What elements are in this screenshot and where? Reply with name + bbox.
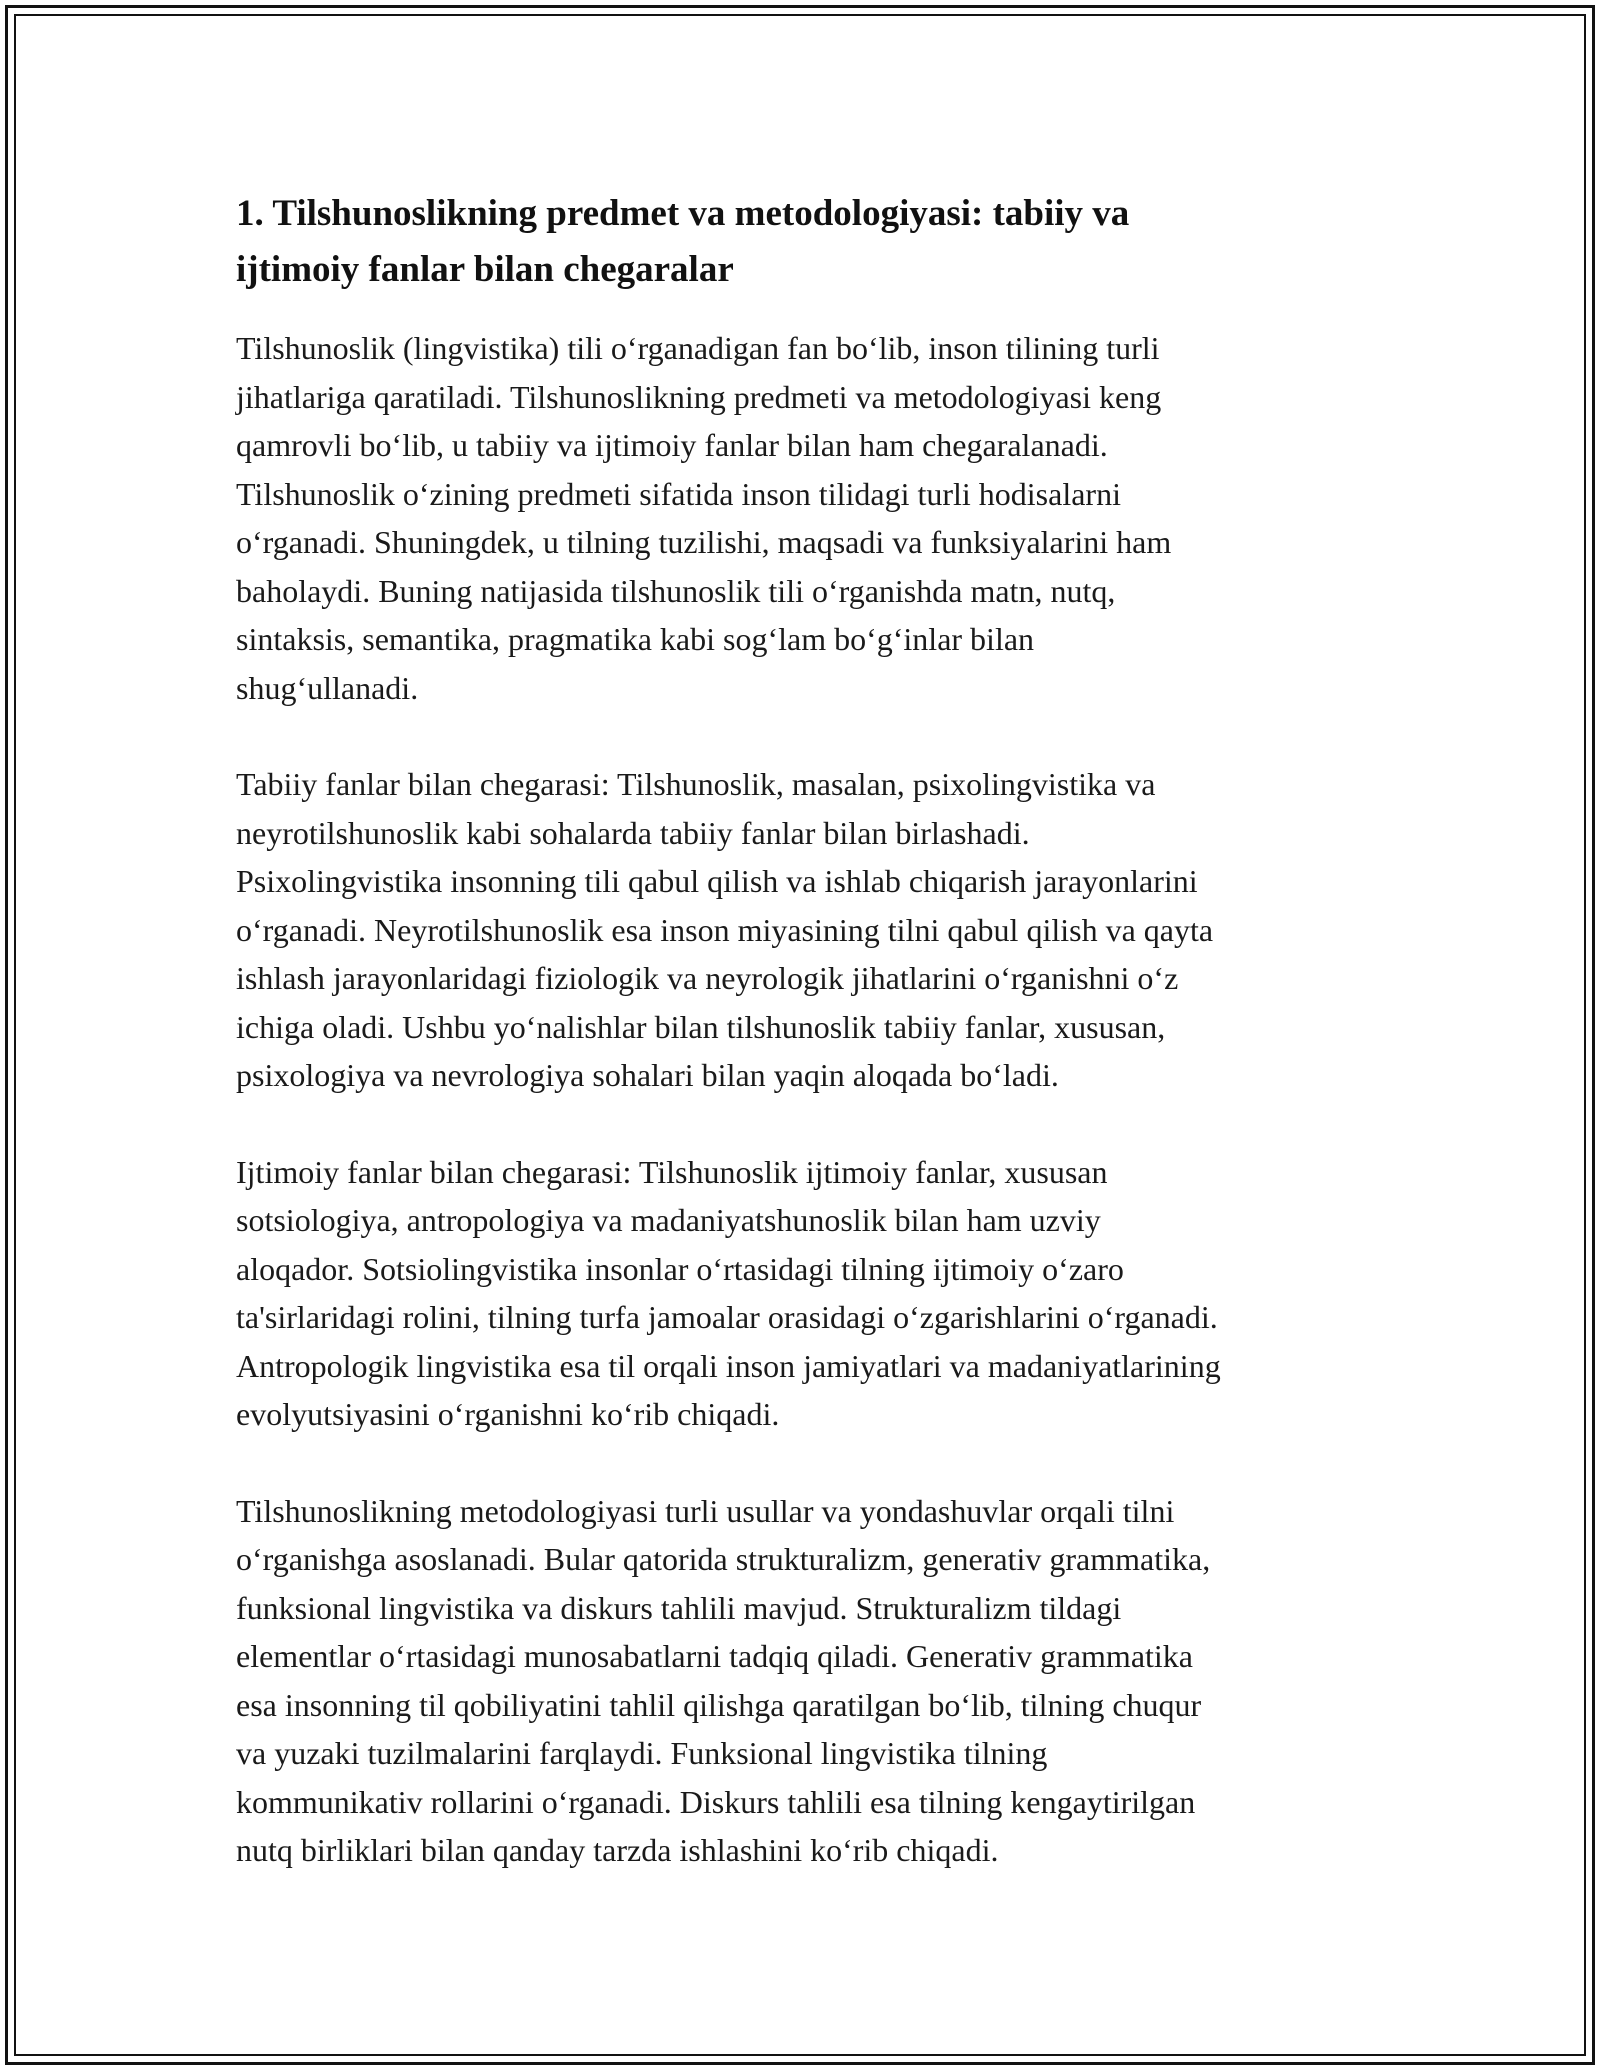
paragraph-social-sciences: [236, 1148, 1376, 1439]
text-line: evolyutsiyasini o‘rganishni ko‘rib chiqadi.: [236, 1396, 780, 1432]
heading-line: 1. Tilshunoslikning predmet va metodologiyasi: tabiiy va: [236, 193, 1130, 234]
text-line: esa insonning til qobiliyatini tahlil qilishga qaratilgan bo‘lib, tilning chuqur: [236, 1686, 1202, 1723]
text-line: Ijtimoiy fanlar bilan chegarasi: Tilshunoslik ijtimoiy fanlar, xususan: [236, 1153, 1108, 1190]
paragraph-natural-sciences: [236, 760, 1376, 1100]
text-line: o‘rganadi. Shuningdek, u tilning tuzilishi, maqsadi va funksiyalarini ham: [236, 524, 1172, 560]
text-line: Tabiiy fanlar bilan chegarasi: Tilshunoslik, masalan, psixolingvistika va: [236, 766, 1156, 802]
text-line: ta'sirlaridagi rolini, tilning turfa jamoalar orasidagi o‘zgarishlarini o‘rganadi.: [236, 1299, 1218, 1335]
text-line: neyrotilshunoslik kabi sohalarda tabiiy fanlar bilan birlashadi.: [236, 814, 1030, 851]
text-line: funksional lingvistika va diskurs tahlili mavjud. Strukturalizm tildagi: [236, 1589, 1122, 1626]
text-line: qamrovli bo‘lib, u tabiiy va ijtimoiy fanlar bilan ham chegaralanadi.: [236, 427, 1108, 463]
text-line: Tilshunoslik o‘zining predmeti sifatida inson tilidagi turli hodisalarni: [236, 475, 1121, 512]
text-line: Psixolingvistika insonning tili qabul qilish va ishlab chiqarish jarayonlarini: [236, 863, 1198, 899]
text-line: shug‘ullanadi.: [236, 669, 419, 706]
text-line: aloqador. Sotsiolingvistika insonlar o‘rtasidagi tilning ijtimoiy o‘zaro: [236, 1250, 1124, 1287]
paragraph-methodology: [236, 1487, 1376, 1875]
text-line: o‘rganadi. Neyrotilshunoslik esa inson miyasining tilni qabul qilish va qayta: [236, 911, 1214, 948]
text-line: psixologiya va nevrologiya sohalari bilan yaqin aloqada bo‘ladi.: [236, 1057, 1059, 1093]
text-line: Tilshunoslikning metodologiyasi turli usullar va yondashuvlar orqali tilni: [236, 1492, 1175, 1529]
section-heading: [236, 186, 1376, 298]
text-line: jihatlariga qaratiladi. Tilshunoslikning predmeti va metodologiyasi keng: [236, 378, 1162, 415]
heading-line: ijtimoiy fanlar bilan chegaralar: [236, 249, 734, 290]
text-line: o‘rganishga asoslanadi. Bular qatorida strukturalizm, generativ grammatika,: [236, 1541, 1211, 1577]
text-line: Tilshunoslik (lingvistika) tili o‘rganadigan fan bo‘lib, inson tilining turli: [236, 330, 1160, 366]
text-line: va yuzaki tuzilmalarini farqlaydi. Funksional lingvistika tilning: [236, 1735, 1048, 1771]
text-line: baholaydi. Buning natijasida tilshunoslik tili o‘rganishda matn, nutq,: [236, 572, 1116, 609]
text-line: nutq birliklari bilan qanday tarzda ishlashini ko‘rib chiqadi.: [236, 1832, 999, 1868]
text-line: sotsiologiya, antropologiya va madaniyatshunoslik bilan ham uzviy: [236, 1202, 1101, 1238]
document-body: [236, 186, 1376, 1875]
text-line: sintaksis, semantika, pragmatika kabi sog‘lam bo‘g‘inlar bilan: [236, 621, 1035, 657]
text-line: elementlar o‘rtasidagi munosabatlarni tadqiq qiladi. Generativ grammatika: [236, 1638, 1193, 1674]
text-line: ishlash jarayonlaridagi fiziologik va neyrologik jihatlarini o‘rganishni o‘z: [236, 960, 1179, 996]
text-line: ichiga oladi. Ushbu yo‘nalishlar bilan tilshunoslik tabiiy fanlar, xususan,: [236, 1008, 1166, 1045]
paragraph-intro: [236, 324, 1376, 712]
text-line: kommunikativ rollarini o‘rganadi. Diskurs tahlili esa tilning kengaytirilgan: [236, 1783, 1196, 1820]
text-line: Antropologik lingvistika esa til orqali inson jamiyatlari va madaniyatlarining: [236, 1347, 1221, 1384]
